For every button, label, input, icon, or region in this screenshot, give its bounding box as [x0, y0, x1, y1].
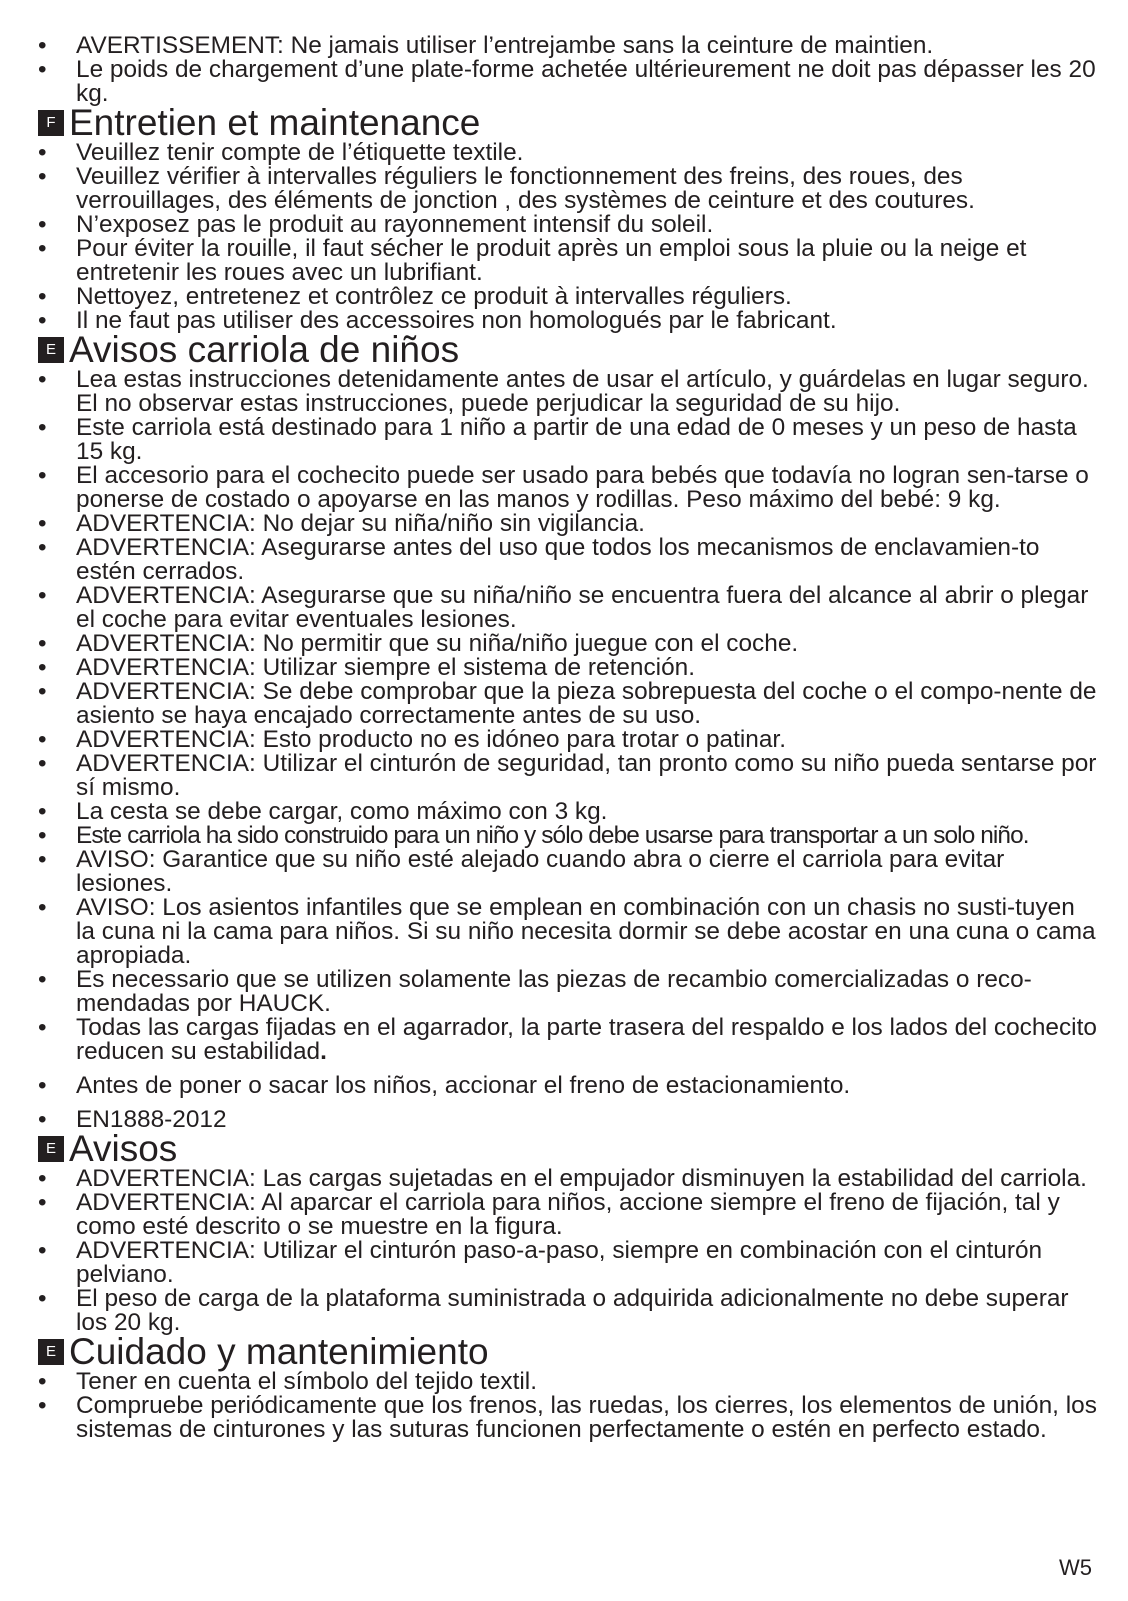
bullet: •: [38, 1368, 47, 1395]
item-text: El peso de carga de la plataforma suministrada o adquirida adicionalmente no debe superar los 20 kg.: [76, 1285, 1069, 1336]
list-item: [38, 1239, 1100, 1287]
section-title: Entretien et maintenance: [69, 102, 481, 143]
section-heading-maintenance-fr: [38, 102, 1100, 143]
bullet: •: [38, 1106, 47, 1133]
item-text: Antes de poner o sacar los niños, accionar el freno de estacionamiento.: [76, 1072, 851, 1099]
item-text: Este carriola ha sido construido para un niño y sólo debe usarse para transportar a un solo niño.: [76, 822, 1029, 849]
bullet: •: [38, 582, 47, 609]
list-item: [38, 1167, 1100, 1191]
list-item: [38, 285, 1100, 309]
bullet: •: [38, 366, 47, 393]
list-item: [38, 800, 1100, 824]
section-heading-stroller-warnings-es: [38, 329, 1100, 370]
item-text: ADVERTENCIA: Utilizar el cinturón de seguridad, tan pronto como su niño pueda sentarse por sí mismo.: [76, 750, 1097, 801]
item-text: Il ne faut pas utiliser des accessoires non homologués par le fabricant.: [76, 307, 837, 334]
item-text: AVISO: Los asientos infantiles que se emplean en combinación con un chasis no susti-tuyen la cuna ni la cama para niños. Si su niño necesita dormir se debe acostar en una cuna o cama apropiada.: [76, 894, 1096, 969]
care-list-es: [38, 1370, 1100, 1442]
list-item: [38, 512, 1100, 536]
list-item: [38, 896, 1100, 968]
language-badge: E: [38, 337, 64, 363]
bullet: •: [38, 966, 47, 993]
item-text: Pour éviter la rouille, il faut sécher le produit après un emploi sous la pluie ou la neige et entretenir les roues avec un lubrifiant.: [76, 235, 1027, 286]
bullet: •: [38, 822, 46, 849]
item-text: La cesta se debe cargar, como máximo con 3 kg.: [76, 798, 608, 825]
bullet: •: [38, 726, 47, 753]
bullet: •: [38, 1014, 47, 1041]
item-text: Veuillez tenir compte de l’étiquette textile.: [76, 139, 524, 166]
item-text: ADVERTENCIA: Al aparcar el carriola para niños, accione siempre el freno de fijación, tal y como esté descrito o se muestre en la figura.: [76, 1189, 1060, 1240]
list-item: [38, 1287, 1100, 1335]
item-text-tail: .: [320, 1038, 327, 1065]
item-text: ADVERTENCIA: No dejar su niña/niño sin vigilancia.: [76, 510, 645, 537]
list-item: [38, 848, 1100, 896]
bullet: •: [38, 894, 47, 921]
section-heading-warnings-es: [38, 1128, 1100, 1169]
bullet: •: [38, 1237, 47, 1264]
list-item: [38, 213, 1100, 237]
list-item: [38, 632, 1100, 656]
bullet: •: [38, 1285, 47, 1312]
list-item: [38, 141, 1100, 165]
bullet: •: [38, 163, 47, 190]
item-text: Todas las cargas fijadas en el agarrador, la parte trasera del respaldo e los lados del cochecito reducen su estabilidad: [76, 1014, 1097, 1065]
item-text: Tener en cuenta el símbolo del tejido textil.: [76, 1368, 537, 1395]
list-item: [38, 1108, 1100, 1132]
bullet: •: [38, 750, 47, 777]
document-body: [38, 34, 1100, 1442]
section-title: Avisos: [69, 1128, 178, 1169]
bullet: •: [38, 139, 47, 166]
language-badge: E: [38, 1339, 64, 1365]
item-text: Veuillez vérifier à intervalles réguliers le fonctionnement des freins, des roues, des verrouillages, des éléments de jonction , des systèmes de ceinture et des coutures.: [76, 163, 975, 214]
bullet: •: [38, 846, 47, 873]
list-item: [38, 34, 1100, 58]
item-text: Lea estas instrucciones detenidamente antes de usar el artículo, y guárdelas en lugar seguro. El no observar estas instrucciones, puede perjudicar la seguridad de su hijo.: [76, 366, 1089, 417]
bullet: •: [38, 630, 47, 657]
item-text: N’exposez pas le produit au rayonnement intensif du soleil.: [76, 211, 714, 238]
bullet: •: [38, 798, 47, 825]
bullet: •: [38, 1072, 47, 1099]
list-item: [38, 1191, 1100, 1239]
list-item: [38, 58, 1100, 106]
list-item: [38, 464, 1100, 512]
item-text: Compruebe periódicamente que los frenos, las ruedas, los cierres, los elementos de unión, los sistemas de cinturones y las suturas funcionen perfectamente o estén en perfecto estado.: [76, 1392, 1097, 1443]
bullet: •: [38, 534, 47, 561]
bullet: •: [38, 462, 47, 489]
list-item: [38, 656, 1100, 680]
list-item: [38, 416, 1100, 464]
bullet: •: [38, 414, 47, 441]
section-title: Avisos carriola de niños: [69, 329, 460, 370]
bullet: •: [38, 235, 47, 262]
list-item: [38, 1016, 1100, 1064]
item-text: ADVERTENCIA: Asegurarse que su niña/niño se encuentra fuera del alcance al abrir o plegar el coche para evitar eventuales lesiones.: [76, 582, 1089, 633]
warnings-list-es: [38, 1167, 1100, 1335]
item-text: ADVERTENCIA: No permitir que su niña/niño juegue con el coche.: [76, 630, 799, 657]
item-text: Nettoyez, entretenez et contrôlez ce produit à intervalles réguliers.: [76, 283, 792, 310]
item-text: El accesorio para el cochecito puede ser usado para bebés que todavía no logran sen-tarse o ponerse de costado o apoyarse en las manos y rodillas. Peso máximo del bebé: 9 kg.: [76, 462, 1089, 513]
list-item: [38, 824, 1100, 848]
item-text: ADVERTENCIA: Esto producto no es idóneo para trotar o patinar.: [76, 726, 786, 753]
list-item: [38, 165, 1100, 213]
list-item: [38, 968, 1100, 1016]
warning-list-fr: [38, 34, 1100, 106]
maintenance-list-fr: [38, 141, 1100, 333]
list-item: [38, 752, 1100, 800]
item-text: Es necessario que se utilizen solamente las piezas de recambio comercializadas o reco-mendadas por HAUCK.: [76, 966, 1032, 1017]
stroller-warnings-list-es: [38, 368, 1100, 1132]
bullet: •: [38, 1189, 47, 1216]
bullet: •: [38, 510, 47, 537]
list-item: [38, 536, 1100, 584]
item-text: AVISO: Garantice que su niño esté alejado cuando abra o cierre el carriola para evitar lesiones.: [76, 846, 1005, 897]
list-item: [38, 237, 1100, 285]
item-text: ADVERTENCIA: Se debe comprobar que la pieza sobrepuesta del coche o el compo-nente de asiento se haya encajado correctamente antes de su uso.: [76, 678, 1097, 729]
bullet: •: [38, 307, 47, 334]
language-badge: F: [38, 110, 64, 136]
list-item: [38, 728, 1100, 752]
bullet: •: [38, 1392, 47, 1419]
item-text: ADVERTENCIA: Asegurarse antes del uso que todos los mecanismos de enclavamien-to estén cerrados.: [76, 534, 1040, 585]
section-heading-care-es: [38, 1331, 1100, 1372]
list-item: [38, 584, 1100, 632]
item-text: EN1888-2012: [76, 1106, 227, 1133]
item-text: Este carriola está destinado para 1 niño a partir de una edad de 0 meses y un peso de hasta 15 kg.: [76, 414, 1077, 465]
list-item: [38, 309, 1100, 333]
bullet: •: [38, 211, 47, 238]
item-text: ADVERTENCIA: Utilizar el cinturón paso-a-paso, siempre en combinación con el cinturón pelviano.: [76, 1237, 1043, 1288]
bullet: •: [38, 283, 47, 310]
list-item: [38, 1074, 1100, 1098]
list-item: [38, 368, 1100, 416]
list-item: [38, 680, 1100, 728]
list-item: [38, 1394, 1100, 1442]
item-text: Le poids de chargement d’une plate-forme achetée ultérieurement ne doit pas dépasser les 20 kg.: [76, 56, 1096, 107]
bullet: •: [38, 56, 47, 83]
page-number: W5: [1059, 1555, 1092, 1580]
bullet: •: [38, 678, 47, 705]
item-text: AVERTISSEMENT: Ne jamais utiliser l’entrejambe sans la ceinture de maintien.: [76, 32, 934, 59]
list-item: [38, 1370, 1100, 1394]
section-title: Cuidado y mantenimiento: [69, 1331, 489, 1372]
bullet: •: [38, 32, 47, 59]
bullet: •: [38, 1165, 47, 1192]
item-text: ADVERTENCIA: Utilizar siempre el sistema de retención.: [76, 654, 696, 681]
language-badge: E: [38, 1136, 64, 1162]
item-text: ADVERTENCIA: Las cargas sujetadas en el empujador disminuyen la estabilidad del carriola.: [76, 1165, 1087, 1192]
bullet: •: [38, 654, 47, 681]
